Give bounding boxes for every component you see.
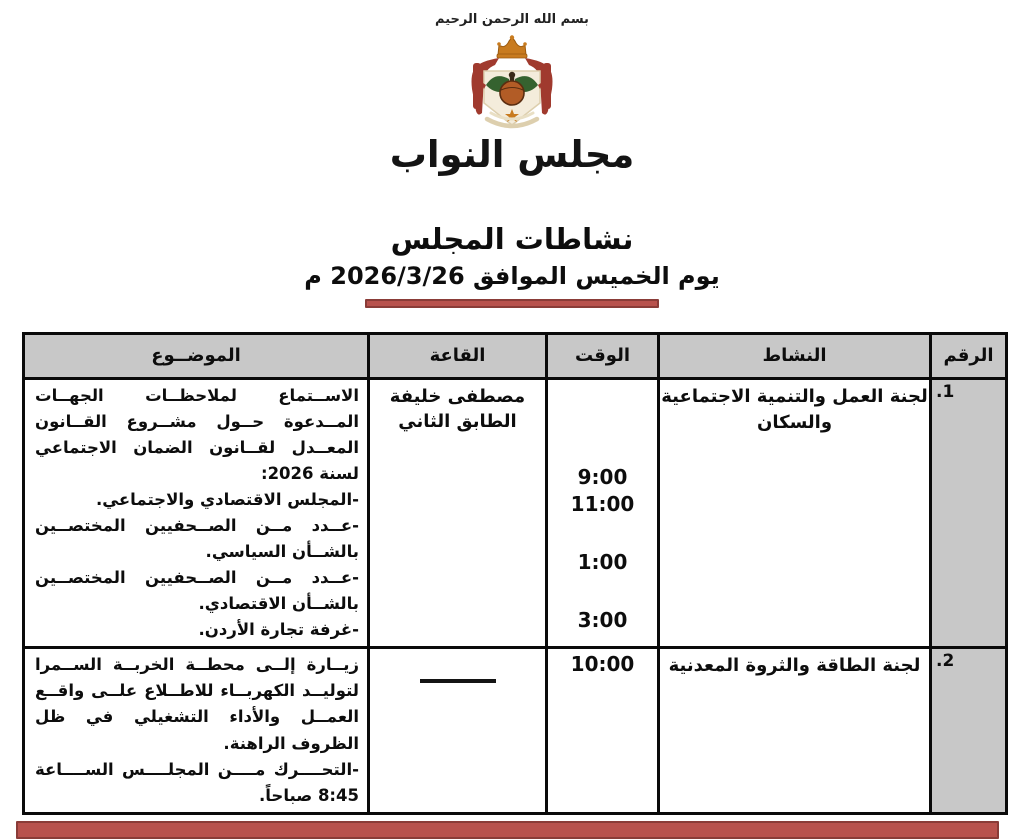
table-header-row [24, 333, 1007, 378]
time-value: 11:00 [570, 491, 635, 516]
row-subject [24, 648, 369, 813]
row-subject [24, 378, 369, 648]
time-value: 1:00 [577, 549, 628, 574]
subject-paragraph: -غرفة تجارة الأردن. [198, 620, 359, 640]
date-underline-bar [365, 299, 659, 308]
row-activity [659, 378, 931, 648]
header-time: الوقت [547, 333, 659, 378]
subject-paragraph: -المجلس الاقتصادي والاجتماعي. [95, 489, 359, 509]
header-number: الرقم [931, 333, 1007, 378]
subject-paragraph: زيــارة إلــى محطــة الخربــة الســمرا لتوليــد الكهربــاء للاطــلاع علــى واقــع العمــل والأداء التشغيلي في ظل الظروف الراهنة. [35, 655, 359, 753]
date-line: يوم الخميس الموافق 2026/3/26 م [304, 261, 720, 290]
header-hall: القاعة [369, 333, 547, 378]
row-number: 2. [931, 648, 1007, 813]
hall-empty-dash [420, 679, 496, 683]
header-subject: الموضــوع [24, 333, 369, 378]
row-times [547, 648, 659, 813]
parliament-crest [0, 35, 1024, 176]
activity-line: لجنة العمل والتنمية الاجتماعية [661, 385, 928, 407]
hall-line: مصطفى خليفة [389, 385, 526, 407]
royal-crest-icon [437, 35, 587, 135]
subject-paragraph: -التحــــرك مــــن المجلــــس الســــاعة 8:45 صباحاً. [35, 759, 359, 805]
table-row [24, 648, 1007, 813]
activities-table [22, 332, 1008, 815]
time-value: 10:00 [570, 652, 635, 677]
time-value: 9:00 [577, 464, 628, 489]
parliament-name-calligraphy: مجلس النواب [389, 133, 635, 176]
header-activity: النشاط [659, 333, 931, 378]
row-times [547, 378, 659, 648]
activity-line: والسكان [756, 411, 833, 433]
activity-line: لجنة الطاقة والثروة المعدنية [668, 655, 921, 677]
subject-paragraph: -عــدد مــن الصــحفيين المختصــين بالشــأن الاقتصادي. [35, 568, 359, 614]
time-value: 3:00 [577, 607, 628, 632]
row-hall [369, 378, 547, 648]
row-number: 1. [931, 378, 1007, 648]
row-hall [369, 648, 547, 813]
row-activity [659, 648, 931, 813]
table-row [24, 378, 1007, 648]
subject-paragraph: -عــدد مــن الصــحفيين المختصــين بالشــأن السياسي. [35, 516, 359, 562]
hall-line: الطابق الثاني [398, 410, 517, 432]
subject-paragraph: الاســتماع لملاحظــات الجهــات المــدعوة حــول مشــروع القــانون المعــدل لقــانون الضمان الاجتماعي لسنة 2026: [35, 385, 359, 483]
bismillah-text: بسم الله الرحمن الرحيم [435, 12, 589, 27]
footer-accent-bar [16, 821, 999, 839]
page-title: نشاطات المجلس [390, 221, 634, 256]
